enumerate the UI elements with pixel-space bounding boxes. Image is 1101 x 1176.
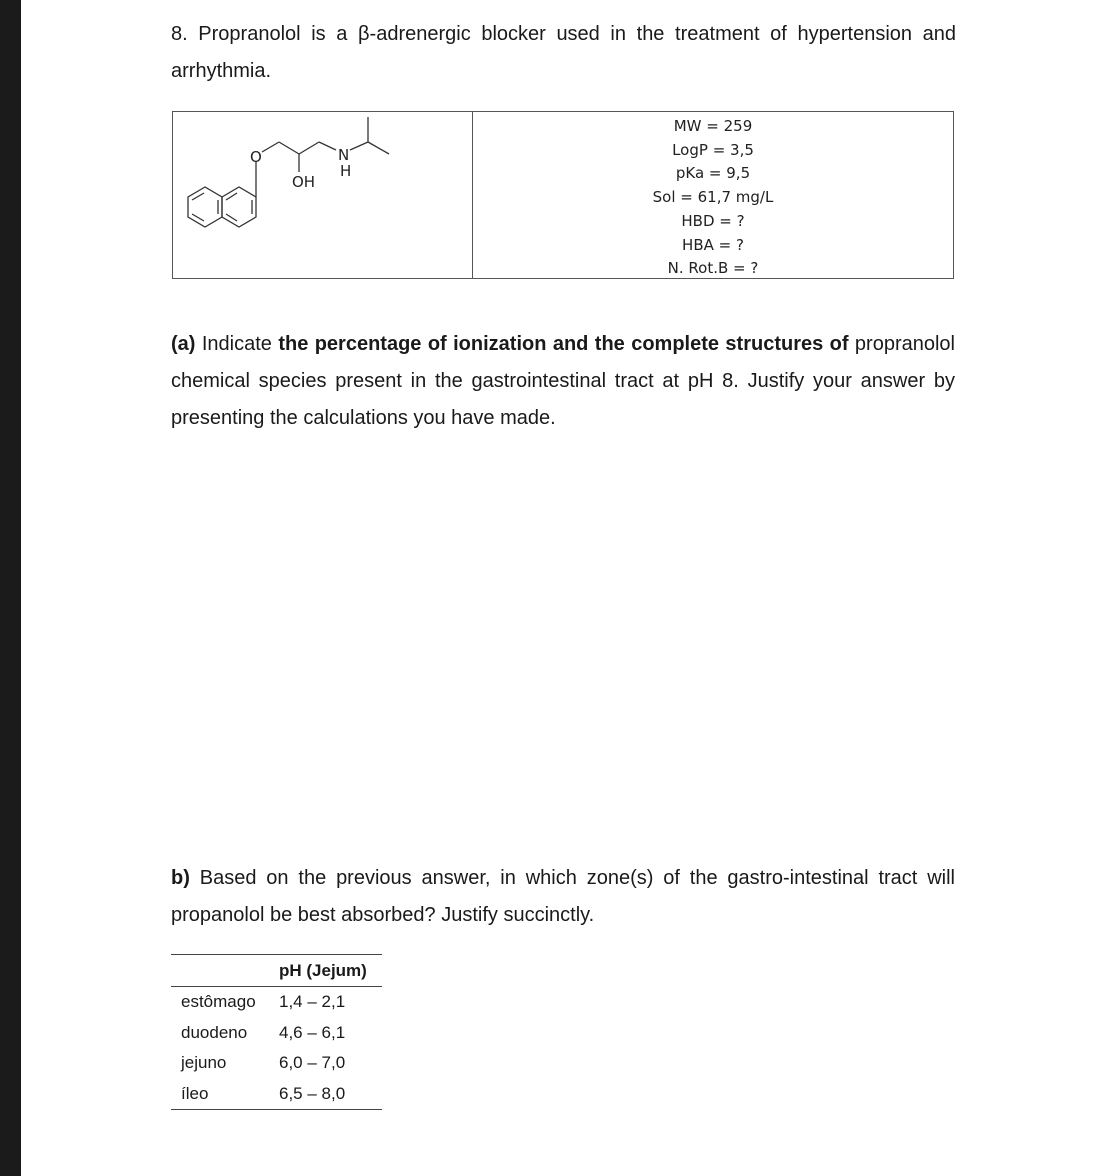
hydroxyl-label: OH [292, 173, 316, 191]
ph-table-header [171, 955, 382, 987]
nitrogen-h-label: H [340, 162, 352, 180]
zone-cell: duodeno [181, 1022, 248, 1042]
part-a-label: (a) [171, 333, 196, 355]
part-a-paragraph [171, 326, 955, 437]
table-row [171, 1048, 382, 1079]
table-row [171, 987, 382, 1018]
nitrogen-label: N [338, 146, 350, 164]
ph-cell: 6,5 – 8,0 [270, 1079, 382, 1110]
prop-hba: HBA = ? [682, 235, 744, 254]
oxygen-label: O [250, 148, 262, 166]
part-a-bold: the percentage of ionization and the complete structures of [278, 333, 849, 355]
ph-table [171, 954, 382, 1110]
prop-sol: Sol = 61,7 mg/L [652, 188, 774, 207]
zone-cell: estômago [181, 992, 256, 1012]
propranolol-structure [173, 112, 473, 280]
ph-cell: 1,4 – 2,1 [279, 992, 346, 1012]
part-b-paragraph [171, 860, 955, 934]
prop-logp: LogP = 3,5 [672, 140, 754, 159]
ph-cell: 4,6 – 6,1 [279, 1022, 346, 1042]
ph-header-zone [171, 955, 270, 987]
ph-header-ph: pH (Jejum) [270, 955, 382, 987]
zone-cell: íleo [171, 1079, 270, 1110]
prop-mw: MW = 259 [673, 117, 753, 135]
ph-cell: 6,0 – 7,0 [279, 1053, 346, 1073]
question-intro: 8. Propranolol is a β-adrenergic blocker used in the treatment of hypertension and arrhythmia. [171, 23, 956, 82]
table-row [171, 1018, 382, 1049]
part-b-text: Based on the previous answer, in which zone(s) of the gastro-intestinal tract will propanolol be best absorbed? Justify succinctly. [171, 867, 955, 926]
properties-table [172, 111, 954, 279]
prop-pka: pKa = 9,5 [675, 164, 751, 183]
structure-cell [173, 112, 473, 278]
table-row [171, 1079, 382, 1110]
part-b-label: b) [171, 867, 190, 889]
prop-hbd: HBD = ? [681, 211, 745, 230]
left-edge-bar [0, 0, 21, 1176]
part-a-text-1: Indicate [195, 333, 279, 355]
prop-nrotb: N. Rot.B = ? [667, 259, 759, 278]
properties-cell [473, 112, 953, 278]
zone-cell: jejuno [181, 1053, 227, 1073]
part-a-text-2: propranolol chemical species present in the gastrointestinal tract at pH 8. Justify your answer by presenting the calculations you have made. [171, 333, 955, 429]
